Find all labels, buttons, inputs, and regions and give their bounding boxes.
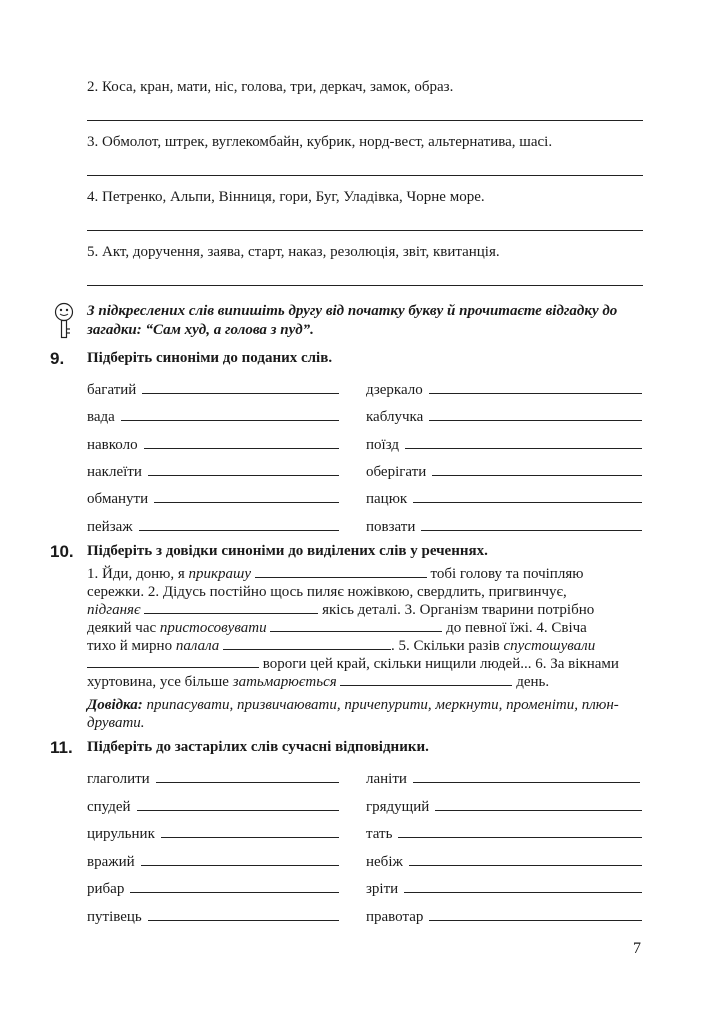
task-number-11: 11. <box>50 738 73 757</box>
sentence-3: 3. Обмолот, штрек, вуглекомбайн, кубрик, норд-вест, альтернатива, шасі. <box>87 134 553 150</box>
sentence-2: 2. Коса, кран, мати, ніс, голова, три, деркач, замок, образ. <box>87 79 454 95</box>
answer-line[interactable] <box>429 379 642 394</box>
riddle-line-2: загадки: “Сам худ, а голова з пуд”. <box>87 322 314 338</box>
answer-line[interactable] <box>413 768 640 783</box>
sentence-5: 5. Акт, доручення, заява, старт, наказ, резолюція, звіт, квитанція. <box>87 244 500 260</box>
word: багатий <box>87 382 137 398</box>
answer-blank[interactable] <box>144 601 318 614</box>
synonym-row <box>366 488 642 508</box>
key-with-face-icon <box>53 302 75 340</box>
word: вражий <box>87 854 135 870</box>
answer-line[interactable] <box>409 851 642 866</box>
task-title-10: Підберіть з довідки синоніми до виділених слів у реченнях. <box>87 543 488 559</box>
highlighted-word: затьмарюється <box>232 674 337 690</box>
text-line-1: 1. Йди, доню, я прикрашу тобі голову та почіпляю <box>87 566 584 582</box>
answer-line[interactable] <box>148 461 339 476</box>
answer-line[interactable] <box>161 823 339 838</box>
text-line-7: хуртовина, усе більше затьмарюється день. <box>87 674 550 690</box>
answer-blank[interactable] <box>87 655 259 668</box>
answer-line[interactable] <box>130 878 339 893</box>
synonym-row <box>366 434 642 454</box>
word: дзеркало <box>366 382 423 398</box>
answer-line[interactable] <box>87 120 643 121</box>
page-number: 7 <box>633 940 641 957</box>
archaism-row <box>366 851 642 871</box>
archaism-row <box>87 851 339 871</box>
answer-line[interactable] <box>154 488 339 503</box>
synonym-row <box>87 488 339 508</box>
word: повзати <box>366 519 416 535</box>
word: ланіти <box>366 771 407 787</box>
answer-line[interactable] <box>429 406 642 421</box>
sentence-4: 4. Петренко, Альпи, Вінниця, гори, Буг, Уладівка, Чорне море. <box>87 189 485 205</box>
answer-line[interactable] <box>87 175 643 176</box>
synonym-row <box>87 516 339 536</box>
synonym-row <box>366 406 642 426</box>
synonym-row <box>87 379 339 399</box>
answer-line[interactable] <box>137 796 339 811</box>
synonym-row <box>87 461 339 481</box>
answer-line[interactable] <box>148 906 339 921</box>
word: рибар <box>87 881 125 897</box>
synonym-row <box>87 406 339 426</box>
text-line-2: сережки. 2. Дідусь постійно щось пиляє ножівкою, свердлить, пригвинчує, <box>87 584 567 600</box>
text-line-4: деякий час пристосовувати до певної їжі. 4. Свіча <box>87 620 587 636</box>
answer-line[interactable] <box>87 285 643 286</box>
word: спудей <box>87 799 131 815</box>
task-number-9: 9. <box>50 349 65 368</box>
synonym-row <box>87 434 339 454</box>
answer-line[interactable] <box>156 768 339 783</box>
archaism-row <box>366 768 640 788</box>
answer-blank[interactable] <box>340 673 512 686</box>
answer-line[interactable] <box>421 516 642 531</box>
answer-line[interactable] <box>144 434 339 449</box>
highlighted-word: спустошували <box>503 638 596 654</box>
hint-label: Довідка: <box>87 697 143 713</box>
archaism-row <box>87 823 339 843</box>
word: цирульник <box>87 826 155 842</box>
highlighted-word: пристосовувати <box>159 620 267 636</box>
answer-line[interactable] <box>404 878 642 893</box>
word: наклеїти <box>87 464 142 480</box>
word: небіж <box>366 854 403 870</box>
text-line-3: підганяє якісь деталі. 3. Організм тварини потрібно <box>87 602 595 618</box>
archaism-row <box>87 906 339 926</box>
answer-line[interactable] <box>142 379 339 394</box>
text-line-5: тихо й мирно палала . 5. Скільки разів спустошували <box>87 638 596 654</box>
answer-line[interactable] <box>121 406 339 421</box>
highlighted-word: підганяє <box>87 602 141 618</box>
synonym-row <box>366 461 642 481</box>
synonym-row <box>366 516 642 536</box>
answer-line[interactable] <box>432 461 642 476</box>
answer-line[interactable] <box>413 488 642 503</box>
word: обманути <box>87 491 149 507</box>
word: путівець <box>87 909 142 925</box>
archaism-row <box>366 823 642 843</box>
word: оберігати <box>366 464 427 480</box>
answer-line[interactable] <box>141 851 339 866</box>
archaism-row <box>366 878 642 898</box>
word: зріти <box>366 881 399 897</box>
answer-line[interactable] <box>87 230 643 231</box>
hint-line-1: Довідка: припасувати, призвичаювати, причепурити, меркнути, променіти, плюн- <box>87 697 619 713</box>
task-number-10: 10. <box>50 542 74 561</box>
highlighted-word: прикрашу <box>188 566 252 582</box>
word: глаголити <box>87 771 150 787</box>
word: пацюк <box>366 491 408 507</box>
answer-line[interactable] <box>398 823 642 838</box>
answer-line[interactable] <box>139 516 339 531</box>
answer-line[interactable] <box>405 434 642 449</box>
answer-line[interactable] <box>435 796 642 811</box>
archaism-row <box>366 796 642 816</box>
hint-line-2: друвати. <box>87 715 145 731</box>
answer-blank[interactable] <box>223 637 391 650</box>
highlighted-word: палала <box>175 638 220 654</box>
word: грядущий <box>366 799 430 815</box>
word: правотар <box>366 909 424 925</box>
archaism-row <box>87 878 339 898</box>
word: пейзаж <box>87 519 133 535</box>
riddle-line-1: З підкреслених слів випишіть другу від початку букву й прочитаєте відгадку до <box>87 303 618 319</box>
answer-blank[interactable] <box>270 619 442 632</box>
word: навколо <box>87 437 138 453</box>
archaism-row <box>87 768 339 788</box>
word: тать <box>366 826 393 842</box>
word: вада <box>87 409 115 425</box>
word: каблучка <box>366 409 424 425</box>
archaism-row <box>87 796 339 816</box>
answer-blank[interactable] <box>255 565 427 578</box>
synonym-row <box>366 379 642 399</box>
archaism-row <box>366 906 642 926</box>
word: поїзд <box>366 437 399 453</box>
task-title-11: Підберіть до застарілих слів сучасні відповідники. <box>87 739 429 755</box>
text-line-6: вороги цей край, скільки нищили людей... 6. За вікнами <box>87 655 619 673</box>
answer-line[interactable] <box>429 906 642 921</box>
task-title-9: Підберіть синоніми до поданих слів. <box>87 350 333 366</box>
